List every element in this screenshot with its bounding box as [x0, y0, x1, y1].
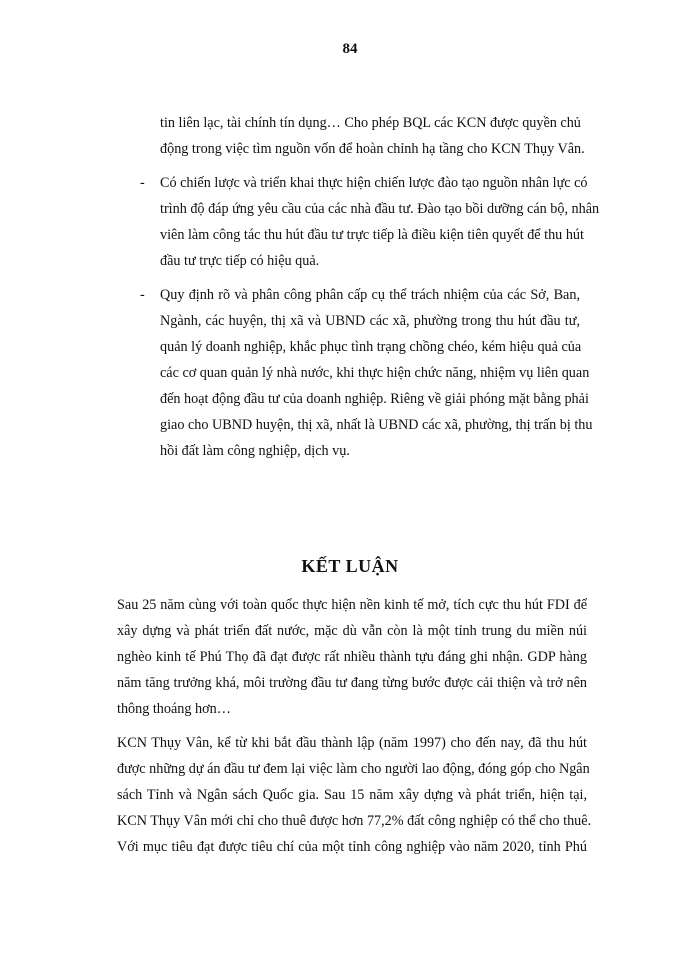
conclusion-body: [117, 592, 592, 860]
text-line: động trong việc tìm nguồn vốn để hoàn chỉnh hạ tầng cho KCN Thụy Vân.: [160, 141, 585, 157]
bullet-list: [140, 110, 600, 464]
bullet-dash: -: [140, 175, 145, 191]
list-item: [140, 110, 585, 162]
text-line: viên làm công tác thu hút đầu tư trực tiếp là điều kiện tiên quyết để thu hút: [160, 227, 584, 243]
text-line: Ngành, các huyện, thị xã và UBND các xã, phường trong thu hút đầu tư,: [160, 313, 580, 329]
text-line: Có chiến lược và triển khai thực hiện chiến lược đào tạo nguồn nhân lực có: [160, 175, 588, 191]
list-item: [140, 282, 593, 464]
text-line: nghèo kinh tế Phú Thọ đã đạt được rất nhiều thành tựu đáng ghi nhận. GDP hàng: [117, 649, 587, 665]
text-line: sách Tỉnh và Ngân sách Quốc gia. Sau 15 năm xây dựng và phát triển, hiện tại,: [117, 787, 587, 803]
text-line: năm tăng trưởng khá, môi trường đầu tư đang từng bước được cải thiện và trở nên: [117, 675, 587, 691]
list-item: [140, 170, 600, 274]
text-line: KCN Thụy Vân mới chỉ cho thuê được hơn 77,2% đất công nghiệp có thể cho thuê.: [117, 813, 592, 829]
text-line: hồi đất làm công nghiệp, dịch vụ.: [160, 443, 350, 459]
text-line: Sau 25 năm cùng với toàn quốc thực hiện nền kinh tế mở, tích cực thu hút FDI để: [117, 597, 587, 613]
page-number: 84: [342, 41, 358, 57]
text-line: xây dựng và phát triển đất nước, mặc dù vẫn còn là một tỉnh trung du miền núi: [117, 623, 587, 639]
text-line: KCN Thụy Vân, kể từ khi bắt đầu thành lập (năm 1997) cho đến nay, đã thu hút: [117, 735, 587, 751]
text-line: đầu tư trực tiếp có hiệu quả.: [160, 253, 320, 269]
text-line: Quy định rõ và phân công phân cấp cụ thể trách nhiệm của các Sở, Ban,: [160, 287, 580, 303]
text-line: trình độ đáp ứng yêu cầu của các nhà đầu tư. Đào tạo bồi dưỡng cán bộ, nhân: [160, 201, 600, 217]
section-heading: KẾT LUẬN: [301, 556, 399, 576]
paragraph: [117, 730, 592, 860]
text-line: giao cho UBND huyện, thị xã, nhất là UBND các xã, phường, thị trấn bị thu: [160, 417, 593, 433]
text-line: Với mục tiêu đạt được tiêu chí của một tỉnh công nghiệp vào năm 2020, tỉnh Phú: [117, 839, 587, 855]
paragraph: [117, 592, 587, 722]
text-line: được những dự án đầu tư đem lại việc làm cho người lao động, đóng góp cho Ngân: [117, 761, 590, 777]
text-line: tin liên lạc, tài chính tín dụng… Cho phép BQL các KCN được quyền chủ: [160, 115, 581, 131]
text-line: các cơ quan quản lý nhà nước, khi thực hiện chức năng, nhiệm vụ liên quan: [160, 365, 590, 381]
text-line: đến hoạt động đầu tư của doanh nghiệp. Riêng về giải phóng mặt bằng phải: [160, 391, 589, 407]
text-line: quản lý doanh nghiệp, khắc phục tình trạng chồng chéo, kém hiệu quả của: [160, 339, 582, 355]
bullet-dash: -: [140, 287, 145, 303]
text-line: thông thoáng hơn…: [117, 701, 231, 717]
